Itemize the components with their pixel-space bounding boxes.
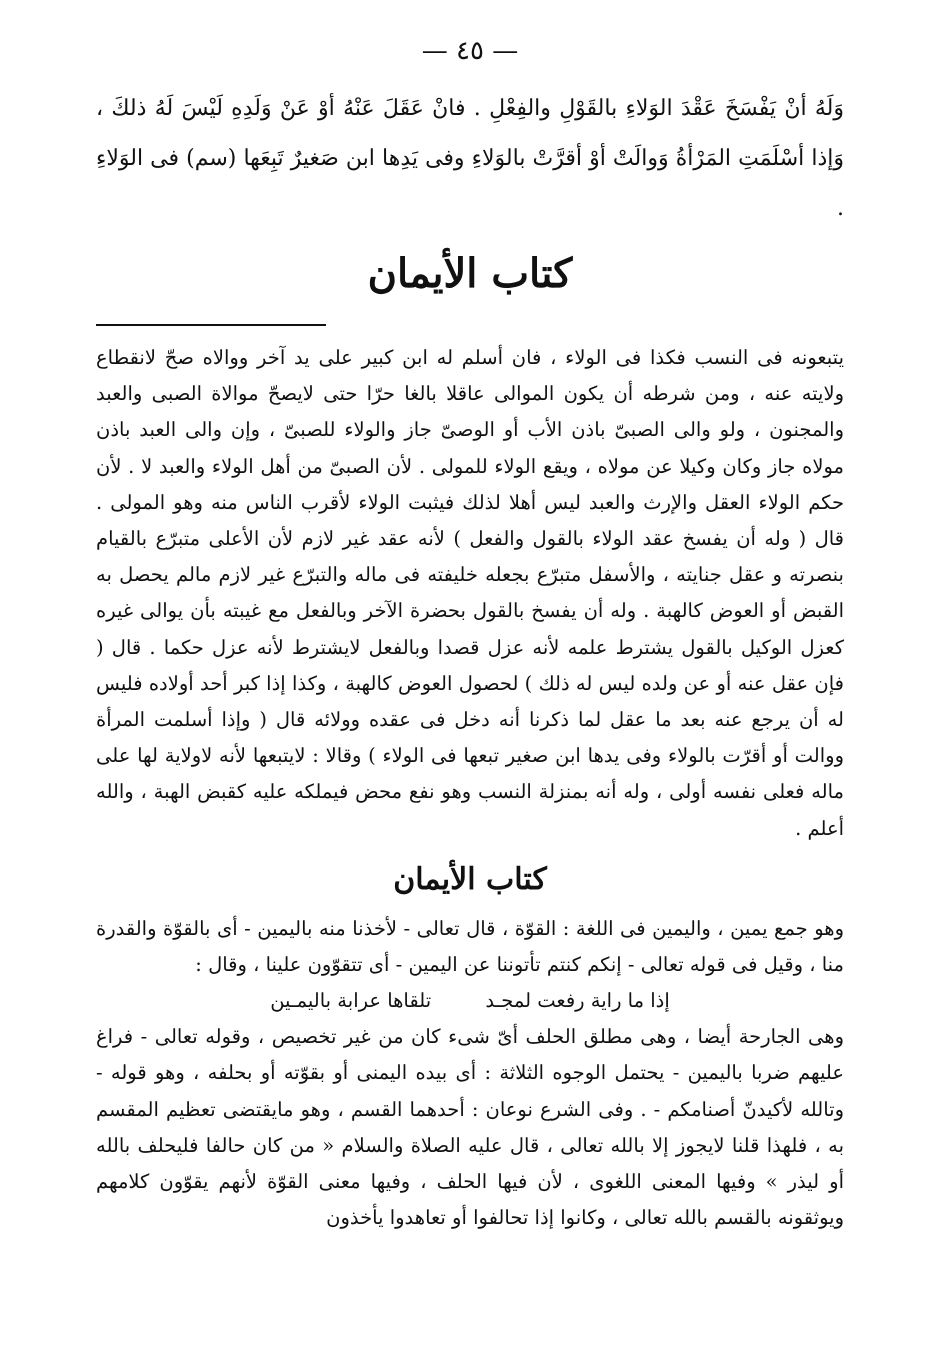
page-number: — ٤٥ — xyxy=(421,36,519,66)
poetry-verse xyxy=(96,983,844,1019)
section-divider xyxy=(96,324,326,326)
commentary-paragraph-2b: وهى الجارحة أيضا ، وهى مطلق الحلف أىّ شىء كان من غير تخصيص ، وقوله تعالى - فراغ عليهم ضربا باليمين - يحتمل الوجوه الثلاثة : أى بيده اليمنى أو بقوّته أو بحلفه ، وهو قوله - وتالله لأكيدنّ أصنامكم - . وفى الشرع نوعان : أحدهما القسم ، وهو مايقتضى تعظيم المقسم به ، فلهذا قلنا لايجوز إلا بالله تعالى ، قال عليه الصلاة والسلام « من كان حالفا فليحلف بالله أو ليذر » وفيها المعنى اللغوى ، لأن فيها الحلف ، وفيها معنى القوّة لأنهم يقوّون كلامهم ويوثقونه بالقسم بالله تعالى ، وكانوا إذا تحالفوا أو تعاهدوا يأخذون xyxy=(96,1025,844,1230)
chapter-title-large: كتاب الأيمان xyxy=(367,250,573,297)
chapter-title-small: كتاب الأيمان xyxy=(393,861,547,897)
commentary-paragraph-1: يتبعونه فى النسب فكذا فى الولاء ، فان أسلم له ابن كبير على يد آخر ووالاه صحّ لانقطاع ولايته عنه ، ومن شرطه أن يكون الموالى عاقلا بالغا حرّا حتى لايصحّ موالاة الصبى والعبد والمجنون ، ولو والى الصبىّ باذن الأب أو الوصىّ جاز والولاء للصبىّ ، وإن والى العبد باذن مولاه جاز وكان وكيلا عن مولاه ، ويقع الولاء للمولى . لأن الصبىّ من أهل الولاء والعبد لا . لأن حكم الولاء العقل والإرث والعبد ليس أهلا لذلك فيثبت الولاء لأقرب الناس منه وهو المولى . قال ( وله أن يفسخ عقد الولاء بالقول والفعل ) لأنه عقد غير لازم لأن الأعلى متبرّع بالقيام بنصرته و عقل جنايته ، والأسفل متبرّع بجعله خليفته فى ماله والتبرّع غير لازم مالم يحصل به القبض أو العوض كالهبة . وله أن يفسخ بالقول بحضرة الآخر وبالفعل مع غيبته بأن يوالى غيره كعزل الوكيل بالقول يشترط علمه لأنه عزل قصدا وبالفعل لايشترط لأنه عزل حكما . قال ( فإن عقل عنه أو عن ولده ليس له ذلك ) لحصول العوض كالهبة ، وكذا إذا كبر أحد أولاده فليس له أن يرجع عنه بعد ما عقل لما ذكرنا أنه دخل فى عقده وولائه قال ( وإذا أسلمت المرأة ووالت أو أقرّت بالولاء وفى يدها ابن صغير تبعها فى الولاء ) وقالا : لايتبعها لأنه لاولاية لها على ماله فعلى نفسه أولى ، وله أنه بمنزلة النسب وهو نفع محض فيملكه عليه كقبض الهبة ، والله أعلم . xyxy=(96,346,844,840)
verse-hemistich-1: إذا ما راية رفعت لمجـد xyxy=(485,989,670,1013)
verse-hemistich-2: تلقاها عرابة باليمـين xyxy=(270,989,432,1013)
matn-text: وَلَهُ أنْ يَفْسَخَ عَقْدَ الوَلاءِ بالقَوْلِ والفِعْلِ . فانْ عَقَلَ عَنْهُ أوْ عَنْ وَلَدِهِ لَيْسَ لَهُ ذلكَ ، وَإذا أسْلَمَتِ المَرْأةُ وَوالَتْ أوْ أقرَّتْ بالوَلاءِ وفى يَدِها ابن صَغيرٌ تَبِعَها (سم) فى الوَلاءِ . xyxy=(96,96,844,221)
commentary-paragraph-2a: وهو جمع يمين ، واليمين فى اللغة : القوّة ، قال تعالى - لأخذنا منه باليمين - أى بالقوّة والقدرة منا ، وقيل فى قوله تعالى - إنكم كنتم تأتوننا عن اليمين - أى تتقوّون علينا ، وقال : xyxy=(96,916,844,977)
